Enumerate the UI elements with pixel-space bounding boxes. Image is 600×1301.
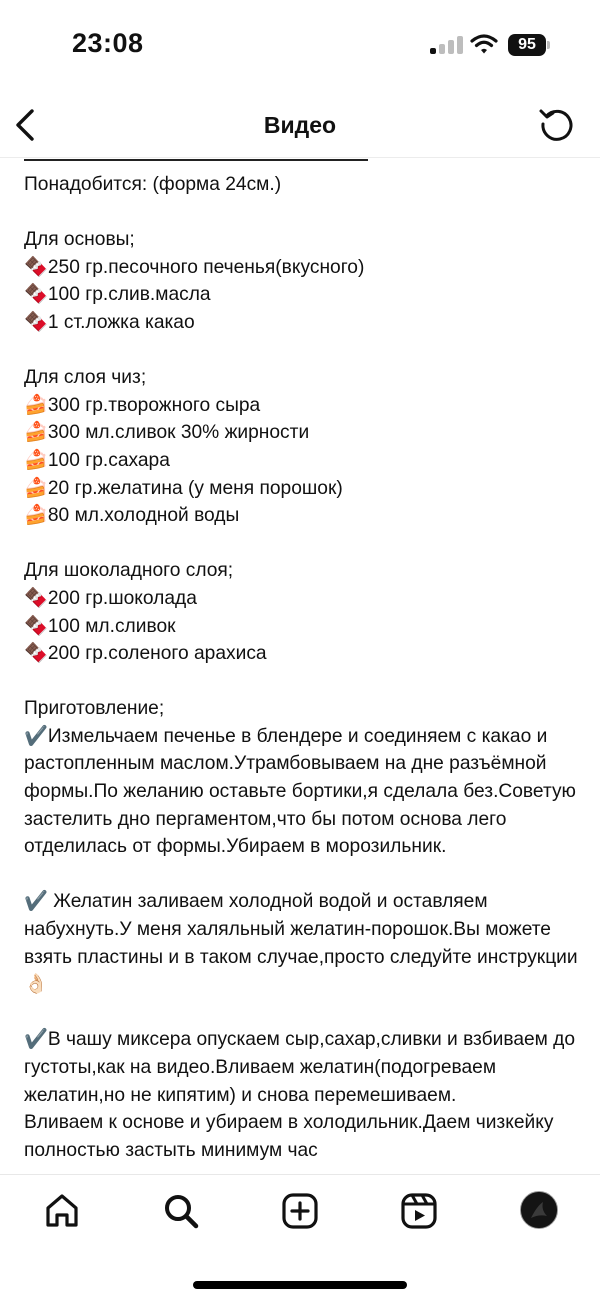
battery-icon: 95 xyxy=(508,34,546,56)
home-indicator xyxy=(193,1281,407,1289)
post-content xyxy=(24,158,584,1173)
wifi-icon xyxy=(470,32,498,56)
status-time: 23:08 xyxy=(72,28,144,58)
create-icon[interactable] xyxy=(280,1191,320,1231)
battery-tip xyxy=(547,41,550,49)
home-icon[interactable] xyxy=(42,1191,82,1231)
avatar-image xyxy=(521,1192,557,1228)
page-title: Видео xyxy=(263,112,337,138)
reload-icon[interactable] xyxy=(538,105,576,143)
divider xyxy=(24,159,368,161)
nav-header xyxy=(0,95,600,158)
search-icon[interactable] xyxy=(161,1191,201,1231)
bottom-tab-bar xyxy=(0,1174,600,1301)
signal-icon xyxy=(430,34,464,54)
reels-icon[interactable] xyxy=(399,1191,439,1231)
status-bar xyxy=(0,0,600,90)
recipe-text: Понадобится: (форма 24см.) Для основы; 🍫250 гр.песочного печенья(вкусного) 🍫100 гр.слив.масла 🍫1 ст.ложка какао Для слоя чиз; 🍰300 гр.творожного сыра 🍰300 мл.сливок 30% жирности 🍰100 гр.сахара 🍰20 гр.желатина (у меня порошок) 🍰80 мл.холодной воды Для шоколадного слоя; 🍫200 гр.шоколада 🍫100 мл.сливок 🍫200 гр.соленого арахиса Приготовление; ✔️Измельчаем печенье в блендере и соединяем с какао и растопленным маслом.Утрамбовываем на дне разъёмной формы.По желанию оставьте бортики,я сделала без.Советую застелить дно пергаментом,что бы потом основа лего отделилась от формы.Убираем в морозильник. ✔️ Желатин заливаем холодной водой и оставляем набухнуть.У меня халяльный желатин-порошок.Вы можете взять пластины и в таком случае,просто следуйте инструкции👌🏻 ✔️В чашу миксера опускаем сыр,сахар,сливки и взбиваем до густоты,как на видео.Вливаем желатин(подогреваем желатин,но не кипятим) и снова перемешиваем. Вливаем к основе и убираем в холодильник.Даем чизкейку полностью застыть минимум час xyxy=(24,174,578,1161)
profile-avatar[interactable] xyxy=(520,1191,558,1229)
